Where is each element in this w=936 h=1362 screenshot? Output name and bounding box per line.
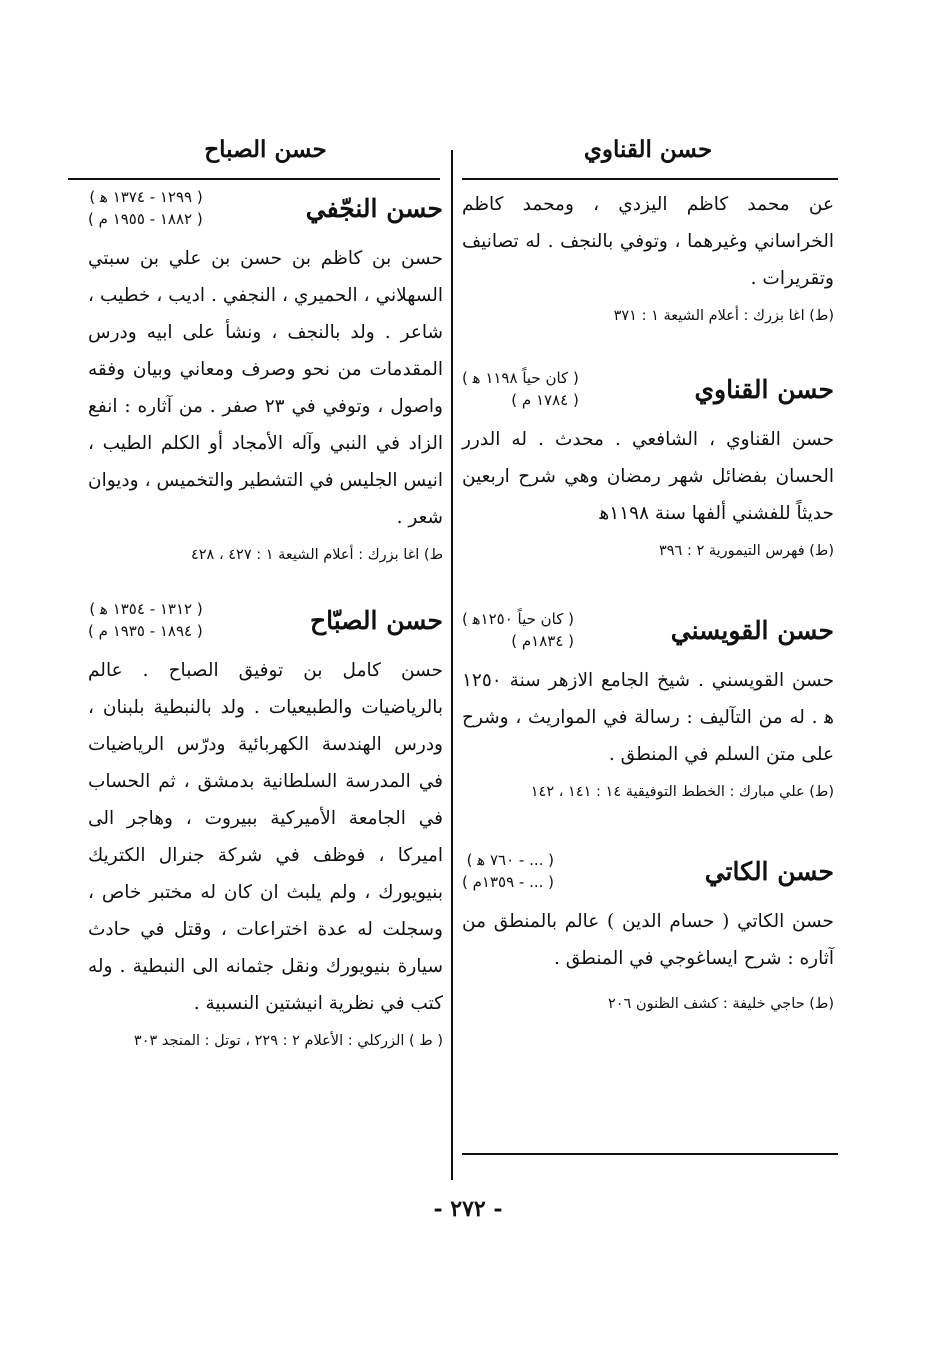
entry-dates	[462, 849, 554, 893]
dates-hijri: ( كان حياً ١١٩٨ ﻫ )	[462, 369, 579, 387]
dates-gregorian: ( ١٨٣٤م )	[511, 632, 575, 650]
entry-dates	[462, 608, 574, 652]
entry-source: (ط) علي مبارك : الخطط التوفيقية ١٤ : ١٤١ ، ١٤٢	[530, 784, 834, 800]
dates-gregorian: ( ... - ١٣٥٩م )	[462, 873, 555, 891]
running-header-right: حسن القناوي	[583, 136, 713, 163]
dates-hijri: ( كان حياً ١٢٥٠ﻫ )	[462, 610, 575, 628]
header-rule-left	[68, 178, 440, 180]
entry-heading	[88, 598, 443, 642]
entry-name: حسن الصبّاح	[309, 605, 443, 635]
entry-hasan-quwaysini	[462, 608, 834, 805]
page-number: - ٢٧٢ -	[433, 1196, 503, 1222]
entry-body: حسن كامل بن توفيق الصباح . عالم بالرياضيات والطبيعيات . ولد بالنبطية بلبنان ، ودرس الهندسة الكهربائية ودرّس الرياضيات في المدرسة السلطانية بدمشق ، ثم الحساب في الجامعة الأميركية ببيروت ، وهاجر الى اميركا ، فوظف في شركة جنرال الكتريك بنيويورك ، ولم يلبث ان كان له مختبر خاص ، وسجلت له عدة اختراعات ، وقتل في حادث سيارة بنيويورك ونقل جثمانه الى النبطية . وله كتب في نظرية انيشتين النسبية .	[88, 660, 443, 1014]
entry-source: ط) اغا بزرك : أعلام الشيعة ١ : ٤٢٧ ، ٤٢٨	[190, 547, 443, 563]
header-rule-right	[462, 178, 838, 180]
column-divider	[451, 150, 453, 1180]
entry-name: حسن الكاتي	[704, 856, 834, 886]
entry-dates	[88, 598, 203, 642]
entry-body: حسن بن كاظم بن حسن بن علي بن سبتي السهلاني ، الحميري ، النجفي . اديب ، خطيب ، شاعر . ولد بالنجف ، ونشأ على ابيه ودرس المقدمات من نحو وصرف ومعاني وبيان وفقه واصول ، وتوفي في ٢٣ صفر . من آثاره : انفع الزاد في النبي وآله الأمجاد أو الكلم الطيب ، انيس الجليس في التشطير والتخميس ، وديوان شعر .	[88, 248, 443, 528]
entry-heading	[88, 186, 443, 230]
dates-gregorian: ( ١٨٨٢ - ١٩٥٥ م )	[88, 210, 203, 228]
dates-hijri: ( ... - ٧٦٠ ﻫ )	[466, 851, 555, 869]
dates-gregorian: ( ١٧٨٤ م )	[511, 391, 579, 409]
entry-body: حسن القناوي ، الشافعي . محدث . له الدرر الحسان بفضائل شهر رمضان وهي شرح اربعين حديثاً للفشني ألفها سنة ١١٩٨ﻫ	[462, 429, 834, 524]
dates-gregorian: ( ١٨٩٤ - ١٩٣٥ م )	[88, 622, 203, 640]
entry-heading	[462, 367, 834, 411]
right-column	[462, 186, 834, 1039]
entry-hasan-najafi	[88, 186, 443, 568]
entry-body: حسن الكاتي ( حسام الدين ) عالم بالمنطق من آثاره : شرح ايساغوجي في المنطق .	[462, 911, 834, 969]
entry-name: حسن القويسني	[670, 615, 834, 645]
dates-hijri: ( ١٢٩٩ - ١٣٧٤ ﻫ )	[89, 188, 203, 206]
dates-hijri: ( ١٣١٢ - ١٣٥٤ ﻫ )	[89, 600, 203, 618]
continuation-entry	[462, 186, 834, 329]
entry-source: (ط) اغا بزرك : أعلام الشيعة ١ : ٣٧١	[613, 308, 834, 324]
entry-source: (ط) حاجي خليفة : كشف الظنون ٢٠٦	[607, 996, 834, 1012]
entry-source: ( ط ) الزركلي : الأعلام ٢ : ٢٢٩ ، توتل : المنجد ٣٠٣	[133, 1033, 443, 1049]
entry-heading	[462, 849, 834, 893]
entry-hasan-kati	[462, 849, 834, 1017]
entry-dates	[462, 367, 579, 411]
entry-hasan-qinawi	[462, 367, 834, 564]
left-column	[88, 186, 443, 1076]
entry-name: حسن القناوي	[694, 374, 834, 404]
entry-body: حسن القويسني . شيخ الجامع الازهر سنة ١٢٥٠ ﻫ . له من التآليف : رسالة في المواريث ، وشرح على متن السلم في المنطق .	[462, 670, 834, 765]
entry-dates	[88, 186, 203, 230]
running-header-left: حسن الصباح	[204, 136, 327, 163]
footer-rule	[462, 1153, 838, 1155]
entry-name: حسن النجّفي	[305, 193, 443, 223]
entry-source: (ط) فهرس التيمورية ٢ : ٣٩٦	[658, 543, 834, 559]
entry-body: عن محمد كاظم اليزدي ، ومحمد كاظم الخراساني وغيرهما ، وتوفي بالنجف . له تصانيف وتقريرات .	[462, 194, 834, 289]
entry-heading	[462, 608, 834, 652]
entry-hasan-sabbah	[88, 598, 443, 1054]
